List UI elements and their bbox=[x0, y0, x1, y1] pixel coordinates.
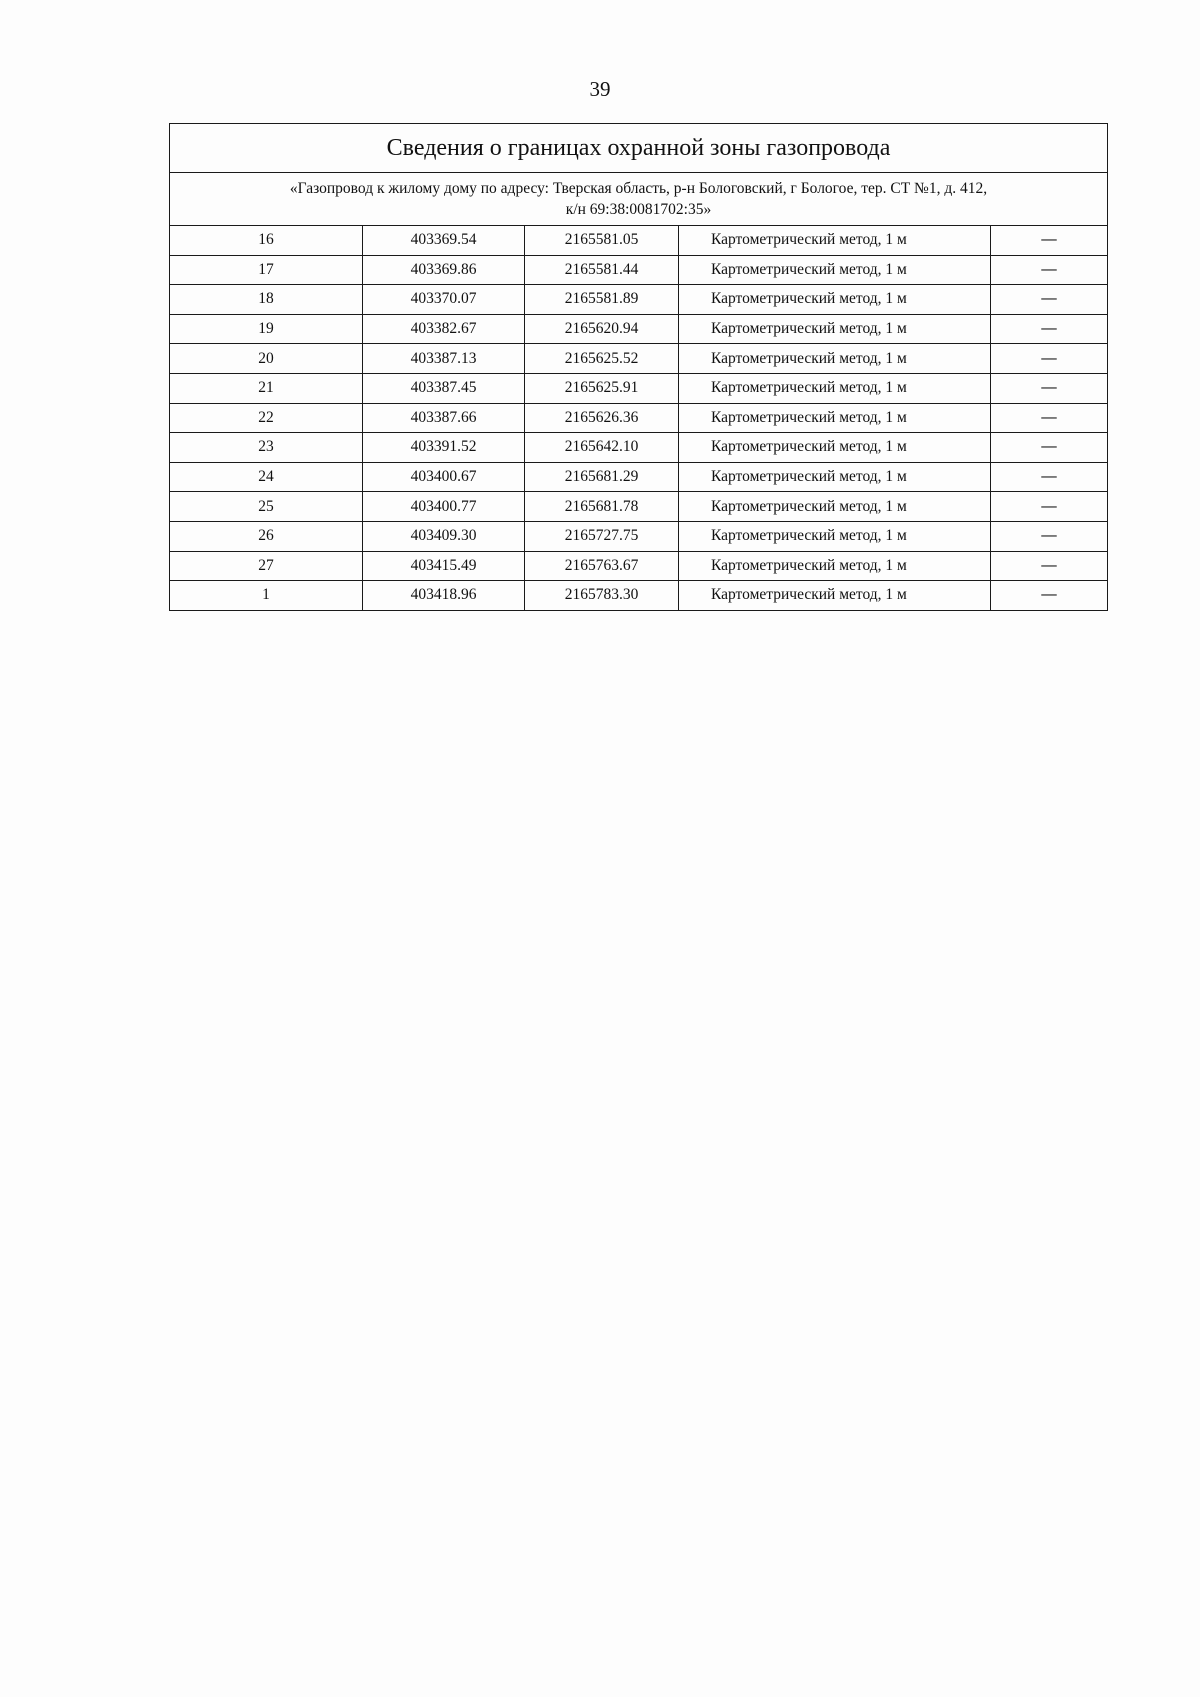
method-cell: Картометрический метод, 1 м bbox=[679, 255, 991, 285]
point-number-cell: 1 bbox=[170, 581, 363, 611]
accuracy-dash-cell: — bbox=[991, 581, 1108, 611]
point-number-cell: 27 bbox=[170, 551, 363, 581]
accuracy-dash-cell: — bbox=[991, 226, 1108, 256]
accuracy-dash-cell: — bbox=[991, 433, 1108, 463]
point-number-cell: 16 bbox=[170, 226, 363, 256]
accuracy-dash-cell: — bbox=[991, 462, 1108, 492]
table-subtitle-row bbox=[170, 173, 1108, 226]
x-coordinate-cell: 403415.49 bbox=[363, 551, 525, 581]
table-title: Сведения о границах охранной зоны газопровода bbox=[170, 124, 1108, 173]
y-coordinate-cell: 2165625.91 bbox=[525, 373, 679, 403]
subtitle-line-2: к/н 69:38:0081702:35» bbox=[565, 201, 712, 218]
method-cell: Картометрический метод, 1 м bbox=[679, 492, 991, 522]
x-coordinate-cell: 403387.45 bbox=[363, 373, 525, 403]
x-coordinate-cell: 403418.96 bbox=[363, 581, 525, 611]
point-number-cell: 23 bbox=[170, 433, 363, 463]
point-number-cell: 22 bbox=[170, 403, 363, 433]
y-coordinate-cell: 2165763.67 bbox=[525, 551, 679, 581]
table-row bbox=[170, 462, 1108, 492]
method-cell: Картометрический метод, 1 м bbox=[679, 314, 991, 344]
table-row bbox=[170, 492, 1108, 522]
y-coordinate-cell: 2165681.78 bbox=[525, 492, 679, 522]
y-coordinate-cell: 2165581.44 bbox=[525, 255, 679, 285]
table-row bbox=[170, 285, 1108, 315]
method-cell: Картометрический метод, 1 м bbox=[679, 344, 991, 374]
point-number-cell: 25 bbox=[170, 492, 363, 522]
method-cell: Картометрический метод, 1 м bbox=[679, 403, 991, 433]
method-cell: Картометрический метод, 1 м bbox=[679, 433, 991, 463]
table-row bbox=[170, 226, 1108, 256]
table-subtitle bbox=[170, 173, 1108, 226]
point-number-cell: 20 bbox=[170, 344, 363, 374]
y-coordinate-cell: 2165626.36 bbox=[525, 403, 679, 433]
y-coordinate-cell: 2165581.05 bbox=[525, 226, 679, 256]
y-coordinate-cell: 2165620.94 bbox=[525, 314, 679, 344]
x-coordinate-cell: 403400.67 bbox=[363, 462, 525, 492]
accuracy-dash-cell: — bbox=[991, 255, 1108, 285]
accuracy-dash-cell: — bbox=[991, 285, 1108, 315]
y-coordinate-cell: 2165581.89 bbox=[525, 285, 679, 315]
x-coordinate-cell: 403370.07 bbox=[363, 285, 525, 315]
point-number-cell: 21 bbox=[170, 373, 363, 403]
x-coordinate-cell: 403409.30 bbox=[363, 521, 525, 551]
method-cell: Картометрический метод, 1 м bbox=[679, 462, 991, 492]
point-number-cell: 24 bbox=[170, 462, 363, 492]
y-coordinate-cell: 2165783.30 bbox=[525, 581, 679, 611]
point-number-cell: 17 bbox=[170, 255, 363, 285]
point-number-cell: 26 bbox=[170, 521, 363, 551]
x-coordinate-cell: 403387.66 bbox=[363, 403, 525, 433]
table-row bbox=[170, 433, 1108, 463]
method-cell: Картометрический метод, 1 м bbox=[679, 551, 991, 581]
point-number-cell: 18 bbox=[170, 285, 363, 315]
table-row bbox=[170, 255, 1108, 285]
table-row bbox=[170, 521, 1108, 551]
y-coordinate-cell: 2165681.29 bbox=[525, 462, 679, 492]
method-cell: Картометрический метод, 1 м bbox=[679, 285, 991, 315]
boundary-coordinates-table bbox=[169, 123, 1108, 611]
accuracy-dash-cell: — bbox=[991, 492, 1108, 522]
x-coordinate-cell: 403387.13 bbox=[363, 344, 525, 374]
table-row bbox=[170, 314, 1108, 344]
subtitle-line-1: «Газопровод к жилому дому по адресу: Тверская область, р-н Бологовский, г Бологое, тер. СТ №1, д. 412, bbox=[289, 180, 988, 197]
accuracy-dash-cell: — bbox=[991, 521, 1108, 551]
method-cell: Картометрический метод, 1 м bbox=[679, 581, 991, 611]
method-cell: Картометрический метод, 1 м bbox=[679, 373, 991, 403]
y-coordinate-cell: 2165642.10 bbox=[525, 433, 679, 463]
accuracy-dash-cell: — bbox=[991, 314, 1108, 344]
page-number: 39 bbox=[589, 77, 611, 101]
accuracy-dash-cell: — bbox=[991, 344, 1108, 374]
table-row bbox=[170, 373, 1108, 403]
table-row bbox=[170, 581, 1108, 611]
accuracy-dash-cell: — bbox=[991, 403, 1108, 433]
method-cell: Картометрический метод, 1 м bbox=[679, 521, 991, 551]
y-coordinate-cell: 2165625.52 bbox=[525, 344, 679, 374]
table-row bbox=[170, 403, 1108, 433]
table-row bbox=[170, 344, 1108, 374]
x-coordinate-cell: 403400.77 bbox=[363, 492, 525, 522]
accuracy-dash-cell: — bbox=[991, 551, 1108, 581]
x-coordinate-cell: 403369.54 bbox=[363, 226, 525, 256]
x-coordinate-cell: 403391.52 bbox=[363, 433, 525, 463]
table-title-row bbox=[170, 124, 1108, 173]
x-coordinate-cell: 403382.67 bbox=[363, 314, 525, 344]
point-number-cell: 19 bbox=[170, 314, 363, 344]
y-coordinate-cell: 2165727.75 bbox=[525, 521, 679, 551]
table-row bbox=[170, 551, 1108, 581]
accuracy-dash-cell: — bbox=[991, 373, 1108, 403]
method-cell: Картометрический метод, 1 м bbox=[679, 226, 991, 256]
x-coordinate-cell: 403369.86 bbox=[363, 255, 525, 285]
